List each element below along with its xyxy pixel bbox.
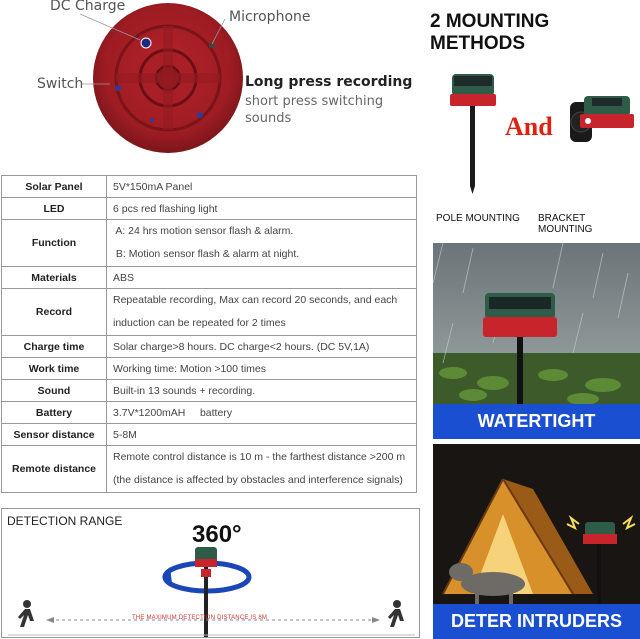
spec-value-line: ABS <box>113 271 135 284</box>
spec-key: Sensor distance <box>2 424 107 446</box>
spec-value-line: (the distance is affected by obstacles and interference signals) <box>113 474 403 486</box>
spec-value <box>107 380 417 402</box>
person-left-icon <box>18 600 34 627</box>
spec-value-line: Repeatable recording, Max can record 20 seconds, and each <box>113 294 398 306</box>
spec-value-line: 5V*150mA Panel <box>113 180 193 193</box>
spec-value <box>107 267 417 289</box>
spec-table <box>1 175 417 493</box>
and-word: And <box>505 112 553 141</box>
spec-key: Sound <box>2 380 107 402</box>
spec-value-line: 3.7V*1200mAH battery <box>113 406 233 419</box>
device-back-view <box>0 0 425 172</box>
spec-value <box>107 402 417 424</box>
spec-value-line: Remote control distance is 10 m - the farthest distance >200 m <box>113 451 406 463</box>
person-right-icon <box>388 600 404 627</box>
spec-value-line: A: 24 hrs motion sensor flash & alarm. <box>113 225 294 237</box>
spec-row <box>2 176 417 198</box>
spec-row <box>2 336 417 358</box>
long-press-label: Long press recording <box>245 74 413 90</box>
spec-value-line: 6 pcs red flashing light <box>113 202 218 215</box>
spec-key: Solar Panel <box>2 176 107 198</box>
spec-row <box>2 289 417 336</box>
spec-value-line: B: Motion sensor flash & alarm at night. <box>113 248 300 260</box>
spec-row <box>2 220 417 267</box>
spec-value-line: Built-in 13 sounds + recording. <box>113 384 256 397</box>
spec-row <box>2 198 417 220</box>
mounting-title: 2 MOUNTING METHODS <box>430 11 550 54</box>
pole-mounting-caption: POLE MOUNTING <box>436 213 520 224</box>
spec-key: Remote distance <box>2 446 107 493</box>
bracket-mounting-caption: BRACKET MOUNTING <box>538 213 593 235</box>
spec-row <box>2 402 417 424</box>
spec-value-line: induction can be repeated for 2 times <box>113 317 286 329</box>
spec-value-line: Working time: Motion >100 times <box>113 362 266 375</box>
microphone-label: Microphone <box>229 9 311 25</box>
spec-value <box>107 446 417 493</box>
spec-value <box>107 220 417 267</box>
spec-value <box>107 424 417 446</box>
spec-row <box>2 267 417 289</box>
detection-range-title: DETECTION RANGE <box>7 514 123 528</box>
spec-row <box>2 424 417 446</box>
watertight-banner: WATERTIGHT <box>433 404 640 439</box>
spec-key: Battery <box>2 402 107 424</box>
spec-value <box>107 358 417 380</box>
watertight-panel <box>433 243 640 439</box>
max-distance-note: THE MAXIMUM DETECTION DISTANCE IS 8M <box>132 615 268 621</box>
spec-value <box>107 198 417 220</box>
spec-value <box>107 336 417 358</box>
spec-key: Record <box>2 289 107 336</box>
short-press-label: short press switching sounds <box>245 94 384 126</box>
spec-table-body <box>2 176 417 493</box>
switch-label: Switch <box>37 76 84 92</box>
spec-value <box>107 176 417 198</box>
dc-charge-label: DC Charge <box>50 0 126 14</box>
spec-value-line: Solar charge>8 hours. DC charge<2 hours. (DC 5V,1A) <box>113 340 370 353</box>
spec-row <box>2 446 417 493</box>
deter-intruders-panel <box>433 444 640 639</box>
deter-intruders-banner: DETER INTRUDERS <box>433 604 640 639</box>
rotation-degrees: 360° <box>192 521 242 548</box>
spec-key: Work time <box>2 358 107 380</box>
spec-key: Materials <box>2 267 107 289</box>
spec-key: LED <box>2 198 107 220</box>
spec-key: Charge time <box>2 336 107 358</box>
detection-range-panel <box>1 508 420 638</box>
spec-row <box>2 358 417 380</box>
spec-row <box>2 380 417 402</box>
spec-key: Function <box>2 220 107 267</box>
spec-value-line: 5-8M <box>113 428 137 441</box>
spec-value <box>107 289 417 336</box>
